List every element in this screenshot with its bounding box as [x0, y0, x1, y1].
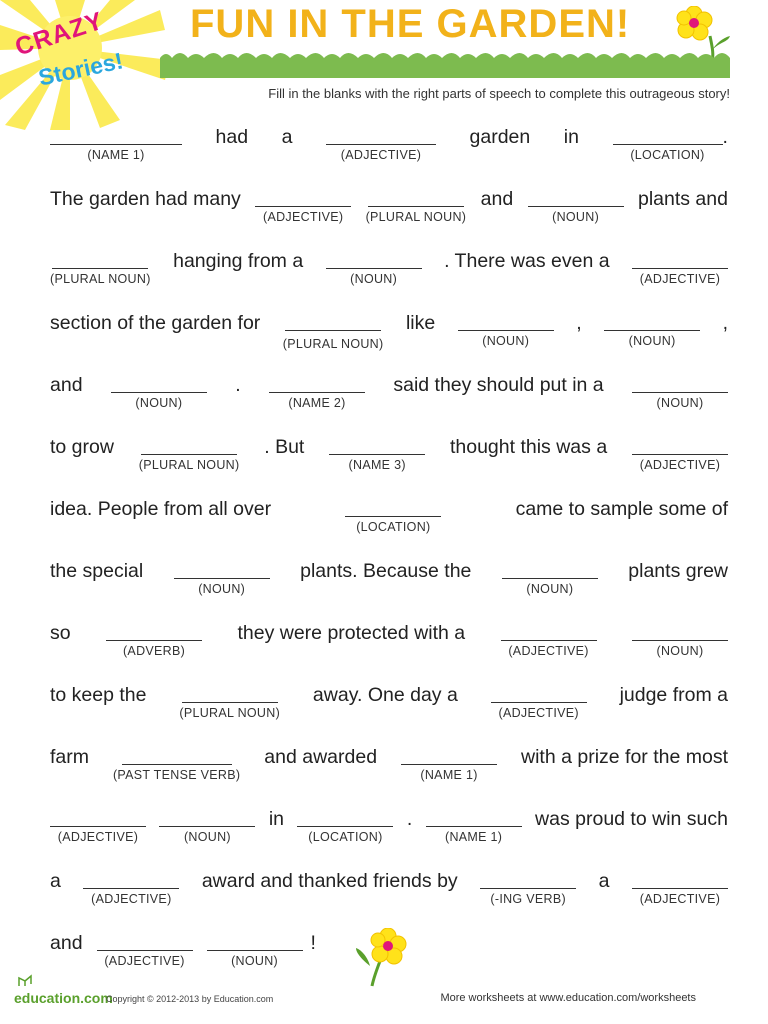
copyright-text: Copyright © 2012-2013 by Education.com: [106, 994, 274, 1004]
blank-noun[interactable]: (NOUN): [632, 622, 728, 658]
blank-noun[interactable]: (NOUN): [458, 312, 554, 348]
blank-plural-noun[interactable]: (PLURAL NOUN): [139, 436, 240, 472]
blank-noun[interactable]: (NOUN): [632, 374, 728, 410]
blank-location[interactable]: (LOCATION): [297, 808, 393, 844]
blank-name-3[interactable]: (NAME 3): [329, 436, 425, 472]
story-line-12: (ADJECTIVE) (NOUN) in (LOCATION) . (NAME 1) was proud to win such: [50, 808, 728, 844]
story-line-3: (PLURAL NOUN) hanging from a (NOUN) . There was even a (ADJECTIVE): [50, 250, 728, 286]
blank-noun[interactable]: (NOUN): [159, 808, 255, 844]
blank-adjective[interactable]: (ADJECTIVE): [50, 808, 146, 844]
story-line-4: section of the garden for (PLURAL NOUN) like (NOUN) , (NOUN) ,: [50, 312, 728, 351]
story-line-10: to keep the (PLURAL NOUN) away. One day a (ADJECTIVE) judge from a: [50, 684, 728, 720]
story-line-13: a (ADJECTIVE) award and thanked friends by (-ING VERB) a (ADJECTIVE): [50, 870, 728, 906]
page-title: FUN IN THE GARDEN!: [190, 2, 631, 46]
blank-name-2[interactable]: (NAME 2): [269, 374, 365, 410]
blank-location[interactable]: (LOCATION): [345, 498, 441, 534]
education-logo-text: education.com: [14, 990, 113, 1006]
story-line-14: and (ADJECTIVE) (NOUN) !: [50, 932, 316, 968]
blank-name-1[interactable]: (NAME 1): [401, 746, 497, 782]
story-line-2: The garden had many (ADJECTIVE) (PLURAL NOUN) and (NOUN) plants and: [50, 188, 728, 224]
blank-noun[interactable]: (NOUN): [502, 560, 598, 596]
blank-name-1[interactable]: (NAME 1): [426, 808, 522, 844]
blank-plural-noun[interactable]: (PLURAL NOUN): [283, 312, 384, 351]
story-line-9: so (ADVERB) they were protected with a (ADJECTIVE) (NOUN): [50, 622, 728, 658]
blank-adjective[interactable]: (ADJECTIVE): [632, 250, 728, 286]
blank-adverb[interactable]: (ADVERB): [106, 622, 202, 658]
instructions-text: Fill in the blanks with the right parts of speech to complete this outrageous story!: [268, 86, 730, 101]
story-line-8: the special (NOUN) plants. Because the (NOUN) plants grew: [50, 560, 728, 596]
story-line-11: farm (PAST TENSE VERB) and awarded (NAME 1) with a prize for the most: [50, 746, 728, 782]
blank-name-1[interactable]: (NAME 1): [50, 126, 182, 162]
story-line-6: to grow (PLURAL NOUN) . But (NAME 3) thought this was a (ADJECTIVE): [50, 436, 728, 472]
blank-ing-verb[interactable]: (-ING VERB): [480, 870, 576, 906]
education-logo-icon: [16, 974, 42, 988]
blank-noun[interactable]: (NOUN): [111, 374, 207, 410]
blank-past-tense-verb[interactable]: (PAST TENSE VERB): [113, 746, 240, 782]
blank-adjective[interactable]: (ADJECTIVE): [501, 622, 597, 658]
flower-icon: [352, 928, 410, 988]
grass-strip: [160, 44, 730, 78]
blank-noun[interactable]: (NOUN): [174, 560, 270, 596]
blank-plural-noun[interactable]: (PLURAL NOUN): [366, 188, 467, 224]
blank-adjective[interactable]: (ADJECTIVE): [632, 436, 728, 472]
blank-adjective[interactable]: (ADJECTIVE): [255, 188, 351, 224]
blank-noun[interactable]: (NOUN): [326, 250, 422, 286]
blank-location[interactable]: (LOCATION) .: [613, 126, 728, 162]
more-worksheets-link[interactable]: More worksheets at www.education.com/worksheets: [440, 992, 696, 1004]
blank-adjective[interactable]: (ADJECTIVE): [97, 932, 193, 968]
blank-noun[interactable]: (NOUN): [604, 312, 700, 348]
blank-adjective[interactable]: (ADJECTIVE): [632, 870, 728, 906]
brand-stories: Stories!: [36, 47, 126, 91]
story-line-7: idea. People from all over (LOCATION) came to sample some of: [50, 498, 728, 534]
brand-crazy: CRAZY: [11, 6, 108, 62]
crazy-stories-logo: [11, 6, 162, 92]
blank-adjective[interactable]: (ADJECTIVE): [491, 684, 587, 720]
blank-plural-noun[interactable]: (PLURAL NOUN): [179, 684, 280, 720]
blank-adjective[interactable]: (ADJECTIVE): [83, 870, 179, 906]
blank-adjective[interactable]: (ADJECTIVE): [326, 126, 436, 162]
story-line-5: and (NOUN) . (NAME 2) said they should put in a (NOUN): [50, 374, 728, 410]
blank-plural-noun[interactable]: (PLURAL NOUN): [50, 250, 151, 286]
footer: [0, 988, 768, 1018]
blank-noun[interactable]: (NOUN): [207, 932, 303, 968]
blank-noun[interactable]: (NOUN): [528, 188, 624, 224]
story-line-1: (NAME 1) had a (ADJECTIVE) garden in (LOCATION) .: [50, 126, 728, 162]
